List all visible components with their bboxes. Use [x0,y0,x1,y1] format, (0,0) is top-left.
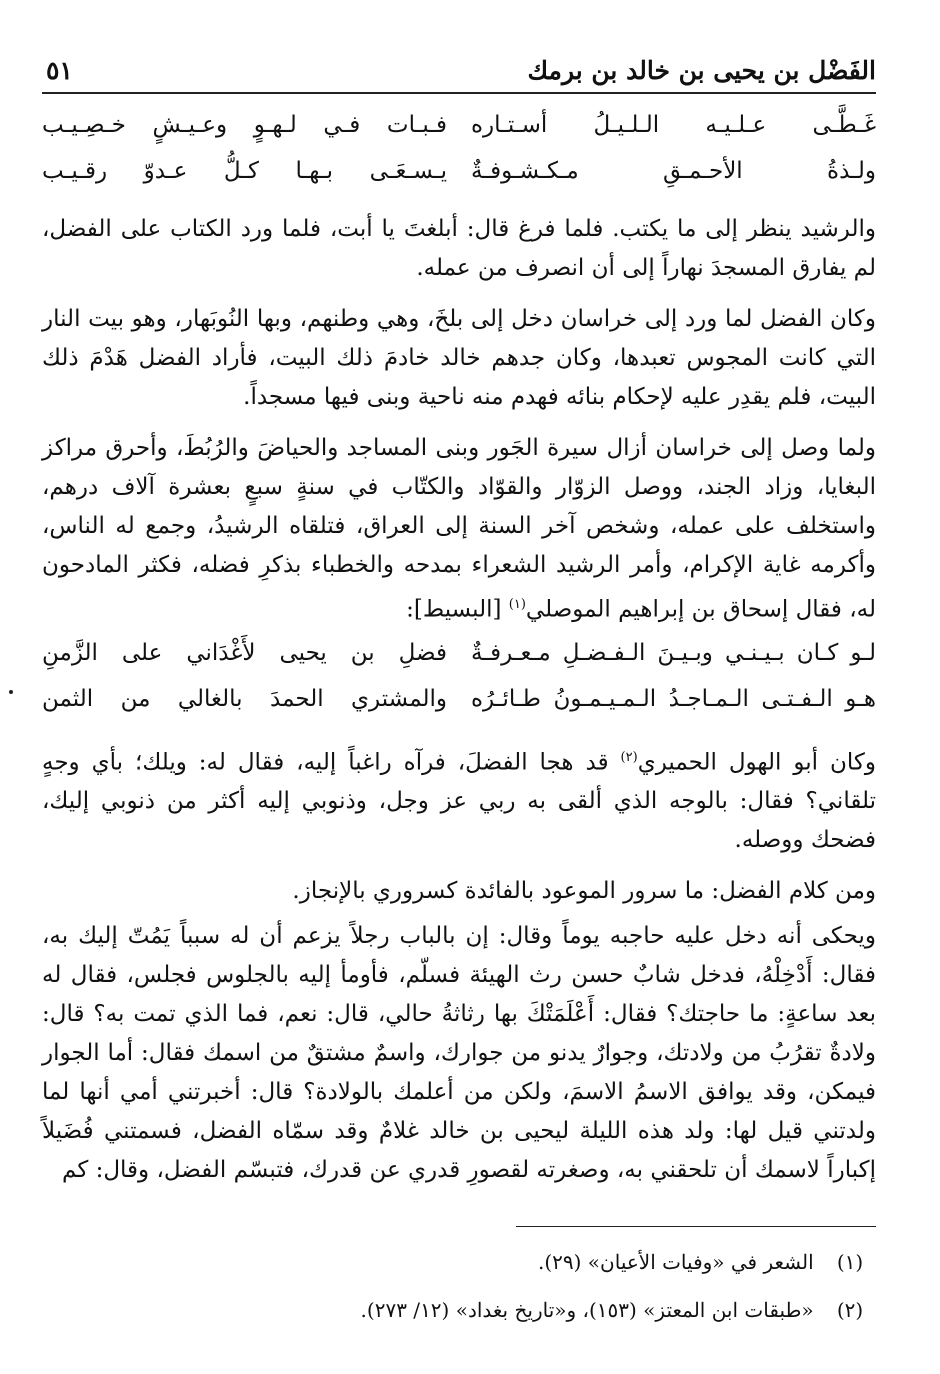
scan-speck [9,690,13,694]
paragraph: ومن كلام الفضل: ما سرور الموعود بالفائدة كسروري بالإنجاز. [292,878,876,905]
paragraph [42,429,876,630]
verse-line [42,158,876,204]
footnotes [100,1238,880,1334]
verse-first-hemistich: هـو الـفـتـى الـمـاجـدُ الـمـيـمـونُ طـائـرُه [471,685,876,712]
verse-second-hemistich: يـسـعَـى بـهـا كـلُّ عـدوّ رقـيـب [42,158,447,184]
paragraph: والرشيد ينظر إلى ما يكتب. فلما فرغ قال: أبلغتَ يا أبت، فلما ورد الكتاب على الفضل، لم يفارق المسجدَ نهاراً إلى أن انصرف من عمله. [42,216,876,281]
footnote-text: الشعر في «وفيات الأعيان» (٢٩). [537,1250,814,1274]
verse-line [42,686,876,732]
paragraph: وكان الفضل لما ورد إلى خراسان دخل إلى بلخَ، وهي وطنهم، وبها النُوبَهار، وهو بيت النار التي كانت المجوس تعبدها، وكان جدهم خالد خادمَ ذلك البيت، فأراد الفضل هَدْمَ ذلك البيت، فلم يقدِر عليه لإحكام بنائه فهدم منه ناحية وبنى فيها مسجداً. [42,306,876,410]
meter-label: [البسيط]: [406,596,502,623]
verse-first-hemistich: غَـطَّـى عـلـيـه الـلـيـلُ أسـتـاره [471,112,876,138]
verse-second-hemistich: فـبـات فـي لـهـوٍ وعـيـشٍ خـصِـيـب [42,112,447,138]
footnote [100,1286,880,1334]
footnote [100,1238,880,1286]
paragraph-text: قد هجا الفضلَ، فرآه راغباً إليه، فقال له: ويلك؛ بأي وجهٍ تلقاني؟ فقال: بالوجه الذي ألقى به ربي عز وجل، وذنوبي إليه أكثر من ذنوبي إليك، فضحك ووصله. [42,749,876,854]
verse-first-hemistich: لـو كـان بـيـنـي وبـيـنَ الـفـضـلِ مـعـرفـةٌ [471,639,876,666]
paragraph [42,738,876,861]
footnote-text: «طبقات ابن المعتز» (١٥٣)، و«تاريخ بغداد» (١٢/ ٢٧٣). [360,1298,814,1322]
verse-line [42,640,876,686]
footnote-number: (١) [836,1250,864,1274]
page-body [42,112,876,1190]
verse-second-hemistich: فضلِ بن يحيى لأَغْدَاني على الزَّمنِ [42,639,447,666]
paragraph-text: وكان أبو الهول الحميري [637,749,876,776]
page-header [42,52,876,94]
paragraph: ويحكى أنه دخل عليه حاجبه يوماً وقال: إن بالباب رجلاً يزعم أن له سبباً يَمُتّ إليك به، فقال: أَدْخِلْهُ، فدخل شابٌ حسن رث الهيئة فسلّم، فأومأ إليه بالجلوس فجلس، فقال له بعد ساعةٍ: ما حاجتك؟ فقال: أَعْلَمَتْكَ بها رثاثةُ حالي، قال: نعم، فما الذي تمت به؟ قال: ولادةٌ تقرُبُ من ولادتك، وجوارٌ يدنو من جوارك، واسمٌ مشتقٌ من اسمك فقال: أما الجوار فيمكن، وقد يوافق الاسمُ الاسمَ، ولكن من أعلمك بالولادة؟ قال: أخبرتني أمي أنها لما ولدتني قيل لها: ولد هذه الليلة ليحيى بن خالد غلامٌ وقد سمّاه الفضل، فسمتني فُضَيلاً إكباراً لاسمك أن تلحقني به، وصغرته لقصورِ قدري عن قدرك، فتبسّم الفضل، وقال: كم [42,923,876,1184]
footnote-ref: (٢) [620,749,638,765]
paragraph-text: ولما وصل إلى خراسان أزال سيرة الجَور وبنى المساجد والحياضَ والرُبُطَ، وأحرق مراكز البغايا، وزاد الجند، ووصل الزوّار والقوّاد والكتّاب في سنةٍ سبعٍ بعشرة آلاف درهم، واستخلف على عمله، وشخص آخر السنة إلى العراق، فتلقاه الرشيدُ، وجمع له الناس، وأكرمه غاية الإكرام، وأمر الرشيد الشعراء بمدحه والخطباء بذكرِ فضله، فكثر المادحون له، فقال إسحاق بن إبراهيم الموصلي [42,435,876,623]
footnote-separator [516,1226,876,1227]
running-title: الفَضْل بن يحيى بن خالد بن برمك [527,56,876,85]
verse-second-hemistich: والمشتري الحمدَ بالغالي من الثمن [42,685,447,712]
page-number: ٥١ [46,56,73,85]
poem-block-1 [42,112,876,204]
footnote-number: (٢) [836,1298,864,1322]
footnote-ref: (١) [508,597,526,612]
verse-first-hemistich: ولـذةُ الأحـمـقِ مـكـشـوفـةٌ [471,158,876,184]
verse-line [42,112,876,158]
poem-block-2 [42,640,876,732]
